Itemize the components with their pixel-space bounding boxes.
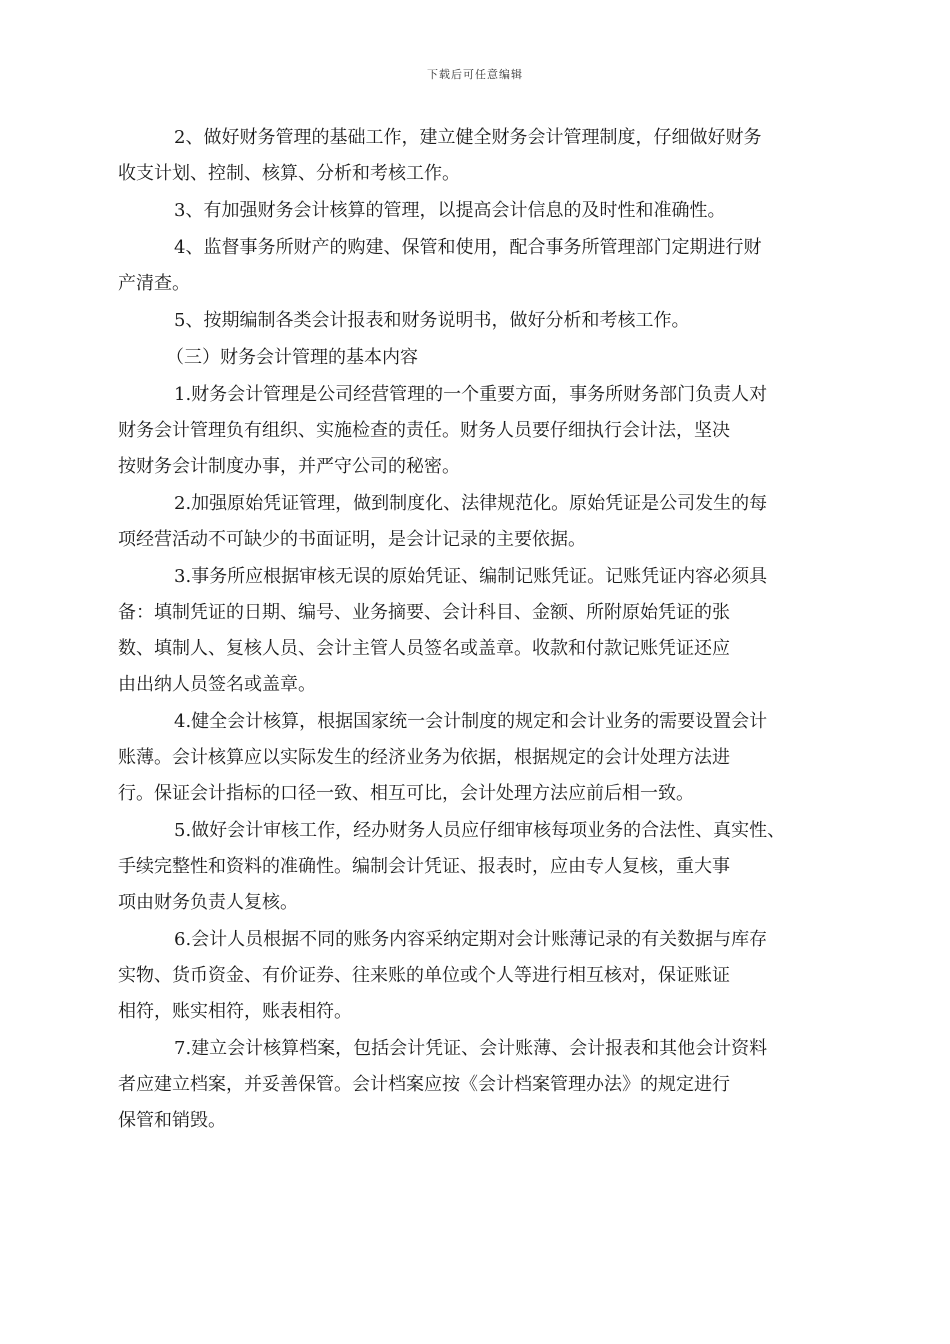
- paragraph-2: [146, 193, 816, 229]
- paragraph-10: [118, 922, 816, 1030]
- paragraph-7: [118, 559, 816, 703]
- page-header-note: 下载后可任意编辑: [427, 68, 523, 81]
- paragraph-line: 5、按期编制各类会计报表和财务说明书，做好分析和考核工作。: [174, 310, 690, 331]
- document-body: [118, 120, 816, 1140]
- paragraph-line: 行。保证会计指标的口径一致、相互可比，会计处理方法应前后相一致。: [118, 783, 694, 804]
- paragraph-line: 者应建立档案，并妥善保管。会计档案应按《会计档案管理办法》的规定进行: [118, 1074, 730, 1095]
- paragraph-line: 由出纳人员签名或盖章。: [118, 674, 316, 695]
- paragraph-line: 3、有加强财务会计核算的管理，以提高会计信息的及时性和准确性。: [174, 200, 726, 221]
- paragraph-5: [118, 377, 816, 485]
- paragraph-3: [118, 230, 816, 302]
- paragraph-4: [146, 303, 816, 339]
- paragraph-line: 4、监督事务所财产的购建、保管和使用，配合事务所管理部门定期进行财: [174, 237, 762, 258]
- paragraph-line: 2.加强原始凭证管理，做到制度化、法律规范化。原始凭证是公司发生的每: [174, 493, 768, 514]
- paragraph-line: 财务会计管理负有组织、实施检查的责任。财务人员要仔细执行会计法，坚决: [118, 420, 730, 441]
- paragraph-11: [118, 1031, 816, 1139]
- paragraph-6: [118, 486, 816, 558]
- paragraph-line: 账薄。会计核算应以实际发生的经济业务为依据，根据规定的会计处理方法进: [118, 747, 730, 768]
- paragraph-line: 备：填制凭证的日期、编号、业务摘要、会计科目、金额、所附原始凭证的张: [118, 602, 730, 623]
- paragraph-line: 手续完整性和资料的准确性。编制会计凭证、报表时，应由专人复核，重大事: [118, 856, 730, 877]
- paragraph-line: 相符，账实相符，账表相符。: [118, 1001, 352, 1022]
- paragraph-line: 7.建立会计核算档案，包括会计凭证、会计账薄、会计报表和其他会计资料: [174, 1038, 768, 1059]
- section-heading-text: （三）财务会计管理的基本内容: [166, 347, 418, 368]
- paragraph-9: [118, 813, 816, 921]
- paragraph-line: 5.做好会计审核工作，经办财务人员应仔细审核每项业务的合法性、真实性、: [174, 820, 786, 841]
- paragraph-line: 数、填制人、复核人员、会计主管人员签名或盖章。收款和付款记账凭证还应: [118, 638, 730, 659]
- paragraph-1: [118, 120, 816, 192]
- paragraph-line: 实物、货币资金、有价证券、往来账的单位或个人等进行相互核对，保证账证: [118, 965, 730, 986]
- paragraph-line: 收支计划、控制、核算、分析和考核工作。: [118, 163, 460, 184]
- paragraph-8: [118, 704, 816, 812]
- paragraph-line: 2、做好财务管理的基础工作，建立健全财务会计管理制度，仔细做好财务: [174, 127, 762, 148]
- paragraph-line: 项经营活动不可缺少的书面证明，是会计记录的主要依据。: [118, 529, 586, 550]
- paragraph-line: 按财务会计制度办事，并严守公司的秘密。: [118, 456, 460, 477]
- paragraph-line: 6.会计人员根据不同的账务内容采纳定期对会计账薄记录的有关数据与库存: [174, 929, 768, 950]
- paragraph-line: 保管和销毁。: [118, 1110, 226, 1131]
- paragraph-line: 4.健全会计核算，根据国家统一会计制度的规定和会计业务的需要设置会计: [174, 711, 768, 732]
- section-heading: [146, 340, 816, 376]
- paragraph-line: 产清查。: [118, 273, 190, 294]
- paragraph-line: 项由财务负责人复核。: [118, 892, 298, 913]
- paragraph-line: 1.财务会计管理是公司经营管理的一个重要方面，事务所财务部门负责人对: [174, 384, 768, 405]
- paragraph-line: 3.事务所应根据审核无误的原始凭证、编制记账凭证。记账凭证内容必须具: [174, 566, 768, 587]
